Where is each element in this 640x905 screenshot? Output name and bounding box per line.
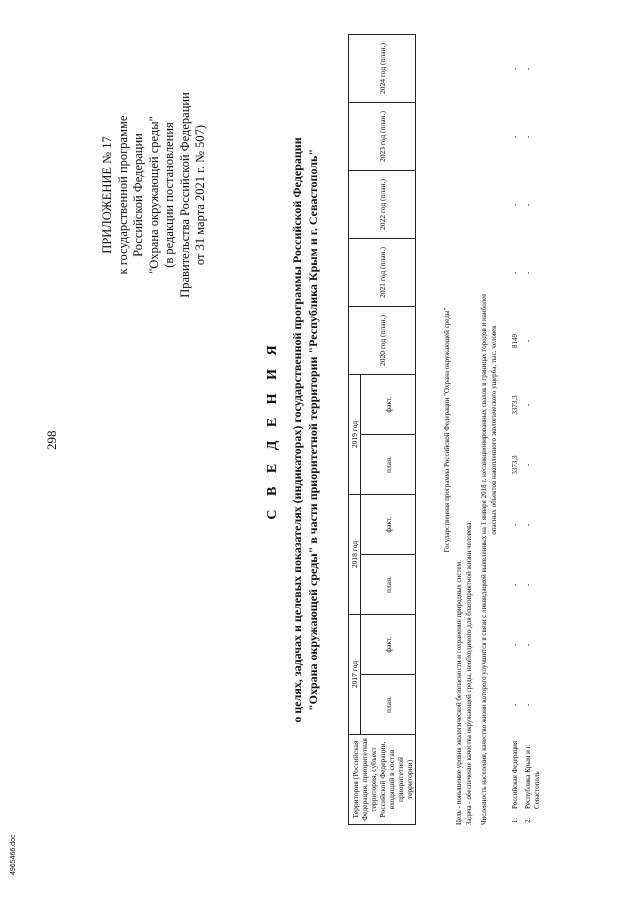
cell-2017-plan: -	[511, 703, 519, 707]
cell-2018-plan: -	[524, 583, 532, 587]
subtitle-line-2: "Охрана окружающей среды" в части приоритетной территории "Республика Крым и г. Севастополь"	[306, 148, 320, 712]
page-number: 298	[44, 430, 59, 450]
appendix-block	[100, 35, 209, 355]
indicator-line-1: Численность населения, качество жизни которого улучшится в связи с ликвидацией выявленных на 1 января 2018 г. несанкционированных свалок в границах городов и наиболее	[480, 293, 488, 825]
appendix-line: ПРИЛОЖЕНИЕ № 17	[100, 136, 114, 254]
cell-2022: -	[511, 203, 519, 207]
year-header-2019: 2019 год	[349, 375, 361, 495]
indicators-table-header	[348, 34, 416, 825]
table-body-section	[443, 35, 544, 825]
cell-2019-plan: -	[524, 463, 532, 467]
document-heading	[265, 35, 321, 825]
cell-2024: -	[511, 67, 519, 71]
table-row	[522, 35, 544, 825]
appendix-line: Российской Федерации	[131, 133, 145, 257]
row-territory: Российская Федерация	[511, 740, 519, 809]
plan-header-2022: 2022 год (план.)	[349, 171, 416, 239]
appendix-line: Правительства Российской Федерации	[177, 92, 192, 298]
territory-header: Территория (Российская Федерация, приоритетная территория, субъект Российской Федерации, входящий в состав приоритетной территории)	[349, 735, 416, 825]
cell-2017-fact: -	[524, 643, 532, 647]
indicator-line-2: опасных объектов накопленного экологического ущерба, тыс. человек	[490, 325, 498, 535]
cell-2017-fact: -	[511, 643, 519, 647]
cell-2023: -	[524, 135, 532, 139]
appendix-line: от 31 марта 2021 г. № 507)	[193, 124, 207, 266]
cell-2019-fact: 3373,3	[511, 395, 519, 415]
sub-header-fact: факт.	[361, 375, 416, 435]
row-territory: Республика Крым и г. Севастополь	[524, 744, 541, 809]
cell-2021: -	[524, 271, 532, 275]
goal-text: Цель - повышение уровня экологической безопасности и сохранение природных систем.	[455, 560, 463, 825]
task-text: Задача - обеспечение качества окружающей среды, необходимого для благоприятной жизни человека.	[465, 520, 473, 825]
sub-header-plan: план.	[361, 675, 416, 735]
cell-2021: -	[511, 271, 519, 275]
plan-header-2023: 2023 год (план.)	[349, 103, 416, 171]
document-code: 4965466.doc	[10, 834, 17, 875]
sub-header-plan: план.	[361, 555, 416, 615]
document-title: С В Е Д Е Н И Я	[265, 340, 280, 520]
plan-header-2020: 2020 год (план.)	[349, 307, 416, 375]
cell-2017-plan: -	[524, 703, 532, 707]
plan-header-2024: 2024 год (план.)	[349, 35, 416, 103]
sub-header-plan: план.	[361, 435, 416, 495]
sub-header-fact: факт.	[361, 615, 416, 675]
cell-2018-fact: -	[511, 523, 519, 527]
cell-2019-fact: -	[524, 403, 532, 407]
plan-header-2021: 2021 год (план.)	[349, 239, 416, 307]
cell-2024: -	[524, 67, 532, 71]
year-header-2018: 2018 год	[349, 495, 361, 615]
subtitle-line-1: о целях, задачах и целевых показателях (индикаторах) государственной программы Российской Федерации	[290, 137, 304, 723]
cell-2023: -	[511, 135, 519, 139]
cell-2022: -	[524, 203, 532, 207]
year-header-2017: 2017 год	[349, 615, 361, 735]
row-number: 1.	[511, 817, 519, 823]
cell-2018-plan: -	[511, 583, 519, 587]
table-row	[509, 35, 522, 825]
appendix-line: к государственной программе	[115, 115, 130, 275]
rotated-landscape-content	[5, 5, 615, 865]
appendix-line: "Охрана окружающей среды"	[146, 116, 161, 274]
cell-2020: -	[524, 339, 532, 343]
sub-header-fact: факт.	[361, 495, 416, 555]
indicator-values-table	[509, 35, 544, 825]
cell-2019-plan: 3373,3	[511, 455, 519, 475]
program-line: Государственная программа Российской Федерации "Охрана окружающей среды"	[443, 307, 451, 553]
row-number: 2.	[524, 817, 532, 823]
cell-2018-fact: -	[524, 523, 532, 527]
cell-2020: 8149	[511, 334, 519, 348]
appendix-line: (в редакции постановления	[162, 122, 176, 268]
